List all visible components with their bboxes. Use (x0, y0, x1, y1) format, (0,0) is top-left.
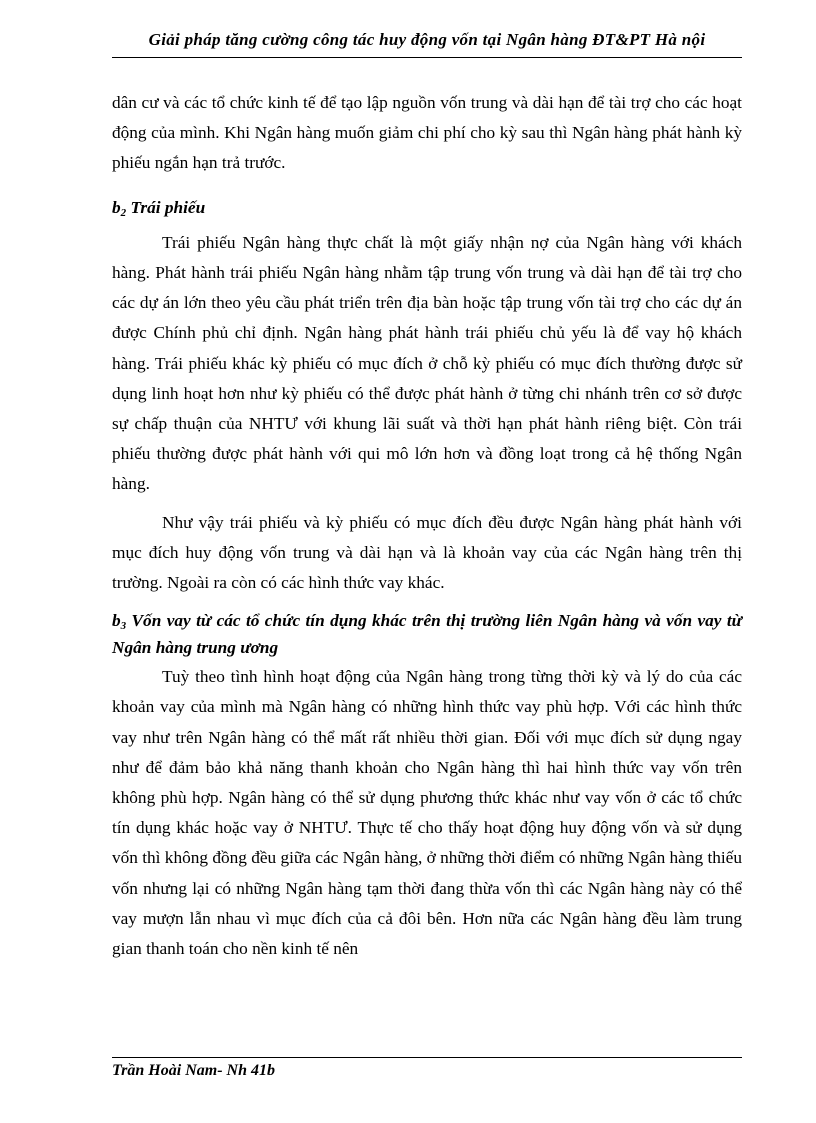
heading-text: Trái phiếu (126, 197, 206, 217)
body-text (112, 88, 742, 964)
heading-subscript: 2 (120, 206, 127, 219)
heading-letter: b (112, 611, 121, 631)
section-heading-b3 (112, 610, 742, 658)
footer-divider (112, 1057, 742, 1058)
heading-text: Vốn vay từ các tổ chức tín dụng khác trên thị trường liên Ngân hàng và vốn vay từ Ngân hàng trung ương (112, 611, 742, 658)
paragraph-summary: Như vậy trái phiếu và kỳ phiếu có mục đích đều được Ngân hàng phát hành với mục đích huy động vốn trung và dài hạn và là khoản vay của các Ngân hàng trên thị trường. Ngoài ra còn có các hình thức vay khác. (112, 512, 742, 593)
running-footer: Trần Hoài Nam- Nh 41b (112, 1062, 275, 1079)
heading-letter: b (112, 197, 121, 217)
running-header: Giải pháp tăng cường công tác huy động vốn tại Ngân hàng ĐT&PT Hà nội (148, 30, 706, 49)
paragraph-continuation: dân cư và các tổ chức kinh tế để tạo lập nguồn vốn trung và dài hạn để tài trợ cho các hoạt động của mình. Khi Ngân hàng muốn giảm chi phí cho kỳ sau thì Ngân hàng phát hành kỳ phiếu ngắn hạn trả trước. (112, 93, 742, 173)
header-divider (112, 57, 742, 58)
section-heading-b2 (112, 193, 742, 228)
paragraph-interbank-loans: Tuỳ theo tình hình hoạt động của Ngân hàng trong từng thời kỳ và lý do của các khoản vay của mình mà Ngân hàng có những hình thức vay phù hợp. Với các hình thức vay như trên Ngân hàng có thể mất rất nhiều thời gian. Đối với mục đích sử dụng ngay như để đảm bảo khả năng thanh khoản cho Ngân hàng thì hai hình thức vay vốn trên không phù hợp. Ngân hàng có thể sử dụng phương thức khác như vay vốn ở các tổ chức tín dụng khác hoặc vay ở NHTƯ. Thực tế cho thấy hoạt động huy động vốn và sử dụng vốn thì không đồng đều giữa các Ngân hàng, ở những thời điểm có những Ngân hàng thiếu vốn nhưng lại có những Ngân hàng tạm thời đang thừa vốn thì các Ngân hàng này có thể vay mượn lẫn nhau vì mục đích của cả đôi bên. Hơn nữa các Ngân hàng đều làm trung gian thanh toán cho nền kinh tế nên (112, 667, 742, 959)
paragraph-bonds: Trái phiếu Ngân hàng thực chất là một giấy nhận nợ của Ngân hàng với khách hàng. Phát hành trái phiếu Ngân hàng nhằm tập trung vốn trung và dài hạn để tài trợ cho các dự án lớn theo yêu cầu phát triển trên địa bàn hoặc tập trung vốn tài trợ cho các dự án được Chính phủ chỉ định. Ngân hàng phát hành trái phiếu chủ yếu là để vay hộ khách hàng. Trái phiếu khác kỳ phiếu có mục đích ở chỗ kỳ phiếu có mục đích thường được sử dụng linh hoạt hơn như kỳ phiếu có thể được phát hành ở từng chi nhánh trên cơ sở được sự chấp thuận của NHTƯ với khung lãi suất và thời hạn phát hành riêng biệt. Còn trái phiếu thường được phát hành với qui mô lớn hơn và đồng loạt trong cả hệ thống Ngân hàng. (112, 232, 742, 494)
heading-subscript: 3 (120, 620, 127, 633)
